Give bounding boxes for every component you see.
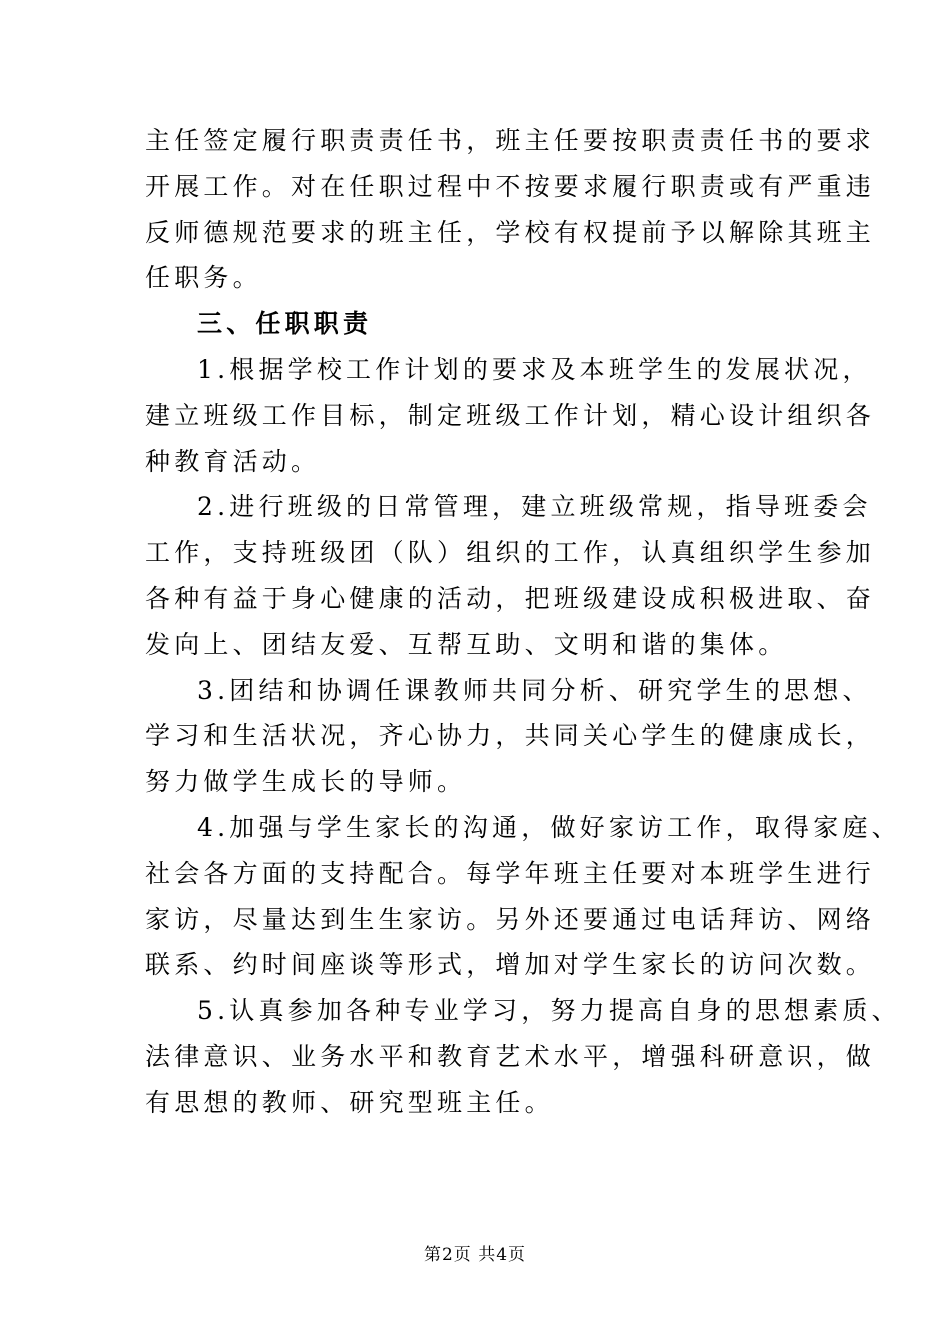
text-line: 各种有益于身心健康的活动，把班级建设成积极进取、奋	[145, 583, 876, 613]
text-line: 努力做学生成长的导师。	[145, 767, 467, 797]
text-line: 2.进行班级的日常管理，建立班级常规，指导班委会	[197, 492, 872, 522]
text-line: 法律意识、业务水平和教育艺术水平，增强科研意识，做	[145, 1041, 876, 1071]
text-line: 联系、约时间座谈等形式，增加对学生家长的访问次数。	[145, 950, 876, 980]
text-line: 3.团结和协调任课教师共同分析、研究学生的思想、	[197, 675, 872, 705]
text-line: 种教育活动。	[145, 446, 321, 476]
text-line: 4.加强与学生家长的沟通，做好家访工作，取得家庭、	[197, 812, 901, 842]
text-line: 工作，支持班级团（队）组织的工作，认真组织学生参加	[145, 538, 876, 568]
text-line: 社会各方面的支持配合。每学年班主任要对本班学生进行	[145, 858, 876, 888]
section-heading: 三、任职职责	[197, 309, 373, 339]
page-footer: 第2页 共4页	[423, 1245, 527, 1265]
text-line: 1.根据学校工作计划的要求及本班学生的发展状况，	[197, 354, 872, 384]
text-line: 反师德规范要求的班主任，学校有权提前予以解除其班主	[145, 217, 876, 247]
text-line: 任职务。	[145, 263, 262, 293]
text-line: 主任签定履行职责责任书，班主任要按职责责任书的要求	[145, 126, 876, 155]
text-line: 学习和生活状况，齐心协力，共同关心学生的健康成长，	[145, 721, 876, 751]
text-line: 有思想的教师、研究型班主任。	[145, 1087, 554, 1117]
document-body	[145, 118, 901, 1126]
text-line: 5.认真参加各种专业学习，努力提高自身的思想素质、	[197, 996, 901, 1026]
text-line: 发向上、团结友爱、互帮互助、文明和谐的集体。	[145, 629, 788, 659]
text-line: 开展工作。对在任职过程中不按要求履行职责或有严重违	[145, 171, 876, 201]
text-line: 建立班级工作目标，制定班级工作计划，精心设计组织各	[145, 400, 876, 430]
text-line: 家访，尽量达到生生家访。另外还要通过电话拜访、网络	[145, 904, 876, 934]
